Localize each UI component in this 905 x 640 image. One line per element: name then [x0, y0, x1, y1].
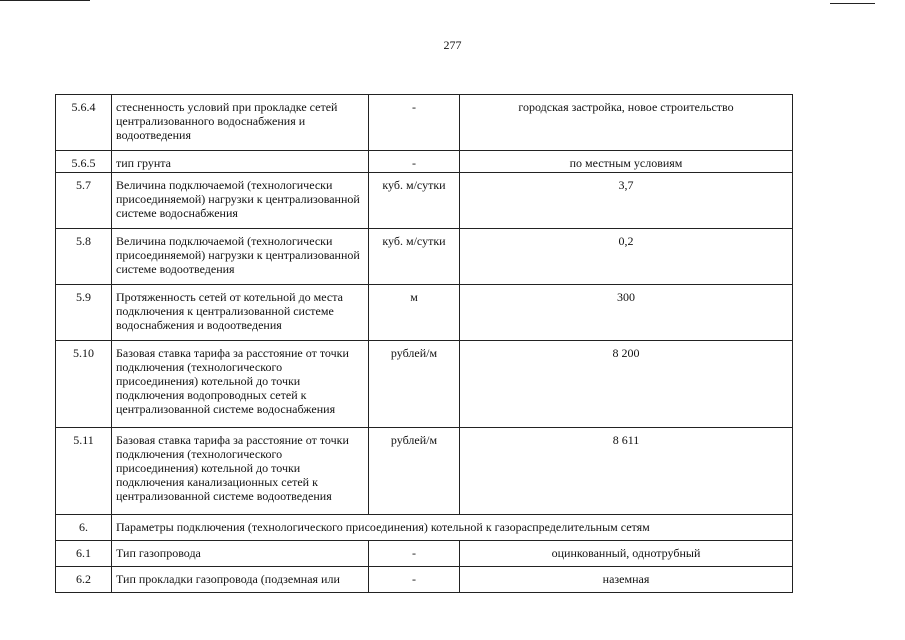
row-unit: рублей/м [369, 428, 460, 515]
row-unit: - [369, 567, 460, 593]
row-unit: - [369, 95, 460, 151]
table-row [56, 341, 793, 428]
row-number: 6.1 [56, 541, 112, 567]
row-value: наземная [460, 567, 793, 593]
row-value: 8 200 [460, 341, 793, 428]
row-value: оцинкованный, однотрубный [460, 541, 793, 567]
row-unit: рублей/м [369, 341, 460, 428]
row-parameter: Базовая ставка тарифа за расстояние от точки подключения (технологического присоединения) котельной до точки подключения канализационных сетей к централизованной системе водоотведения [112, 428, 369, 515]
row-number: 5.8 [56, 229, 112, 285]
table-row [56, 95, 793, 151]
table-row [56, 567, 793, 593]
row-number: 5.6.5 [56, 151, 112, 173]
table-row [56, 428, 793, 515]
row-value: 300 [460, 285, 793, 341]
row-parameter: стесненность условий при прокладке сетей централизованного водоснабжения и водоотведения [112, 95, 369, 151]
row-number: 5.11 [56, 428, 112, 515]
section-title: Параметры подключения (технологического присоединения) котельной к газораспределительным сетям [112, 515, 793, 541]
row-parameter: Протяженность сетей от котельной до места подключения к централизованной системе водоснабжения и водоотведения [112, 285, 369, 341]
row-parameter: Величина подключаемой (технологически присоединяемой) нагрузки к централизованной системе водоотведения [112, 229, 369, 285]
page-number: 277 [443, 38, 462, 52]
row-value: 0,2 [460, 229, 793, 285]
row-parameter: Тип газопровода [112, 541, 369, 567]
row-parameter: Базовая ставка тарифа за расстояние от точки подключения (технологического присоединения) котельной до точки подключения водопроводных сетей к централизованной системе водоснабжения [112, 341, 369, 428]
scan-mark-top-right [830, 3, 875, 4]
row-unit: - [369, 541, 460, 567]
row-value: 8 611 [460, 428, 793, 515]
parameters-table [55, 94, 793, 593]
row-parameter: Тип прокладки газопровода (подземная или [112, 567, 369, 593]
row-unit: куб. м/сутки [369, 173, 460, 229]
row-value: по местным условиям [460, 151, 793, 173]
row-value: городская застройка, новое строительство [460, 95, 793, 151]
row-number: 5.6.4 [56, 95, 112, 151]
row-unit: м [369, 285, 460, 341]
row-number: 5.7 [56, 173, 112, 229]
row-number: 5.9 [56, 285, 112, 341]
table-row [56, 229, 793, 285]
table-row [56, 541, 793, 567]
section-header-row [56, 515, 793, 541]
row-parameter: Величина подключаемой (технологически присоединяемой) нагрузки к централизованной системе водоснабжения [112, 173, 369, 229]
table-row [56, 151, 793, 173]
row-unit: - [369, 151, 460, 173]
row-unit: куб. м/сутки [369, 229, 460, 285]
row-number: 6.2 [56, 567, 112, 593]
table-row [56, 285, 793, 341]
scan-mark-top-left [0, 0, 90, 1]
section-number: 6. [56, 515, 112, 541]
row-value: 3,7 [460, 173, 793, 229]
row-number: 5.10 [56, 341, 112, 428]
row-parameter: тип грунта [112, 151, 369, 173]
table-row [56, 173, 793, 229]
